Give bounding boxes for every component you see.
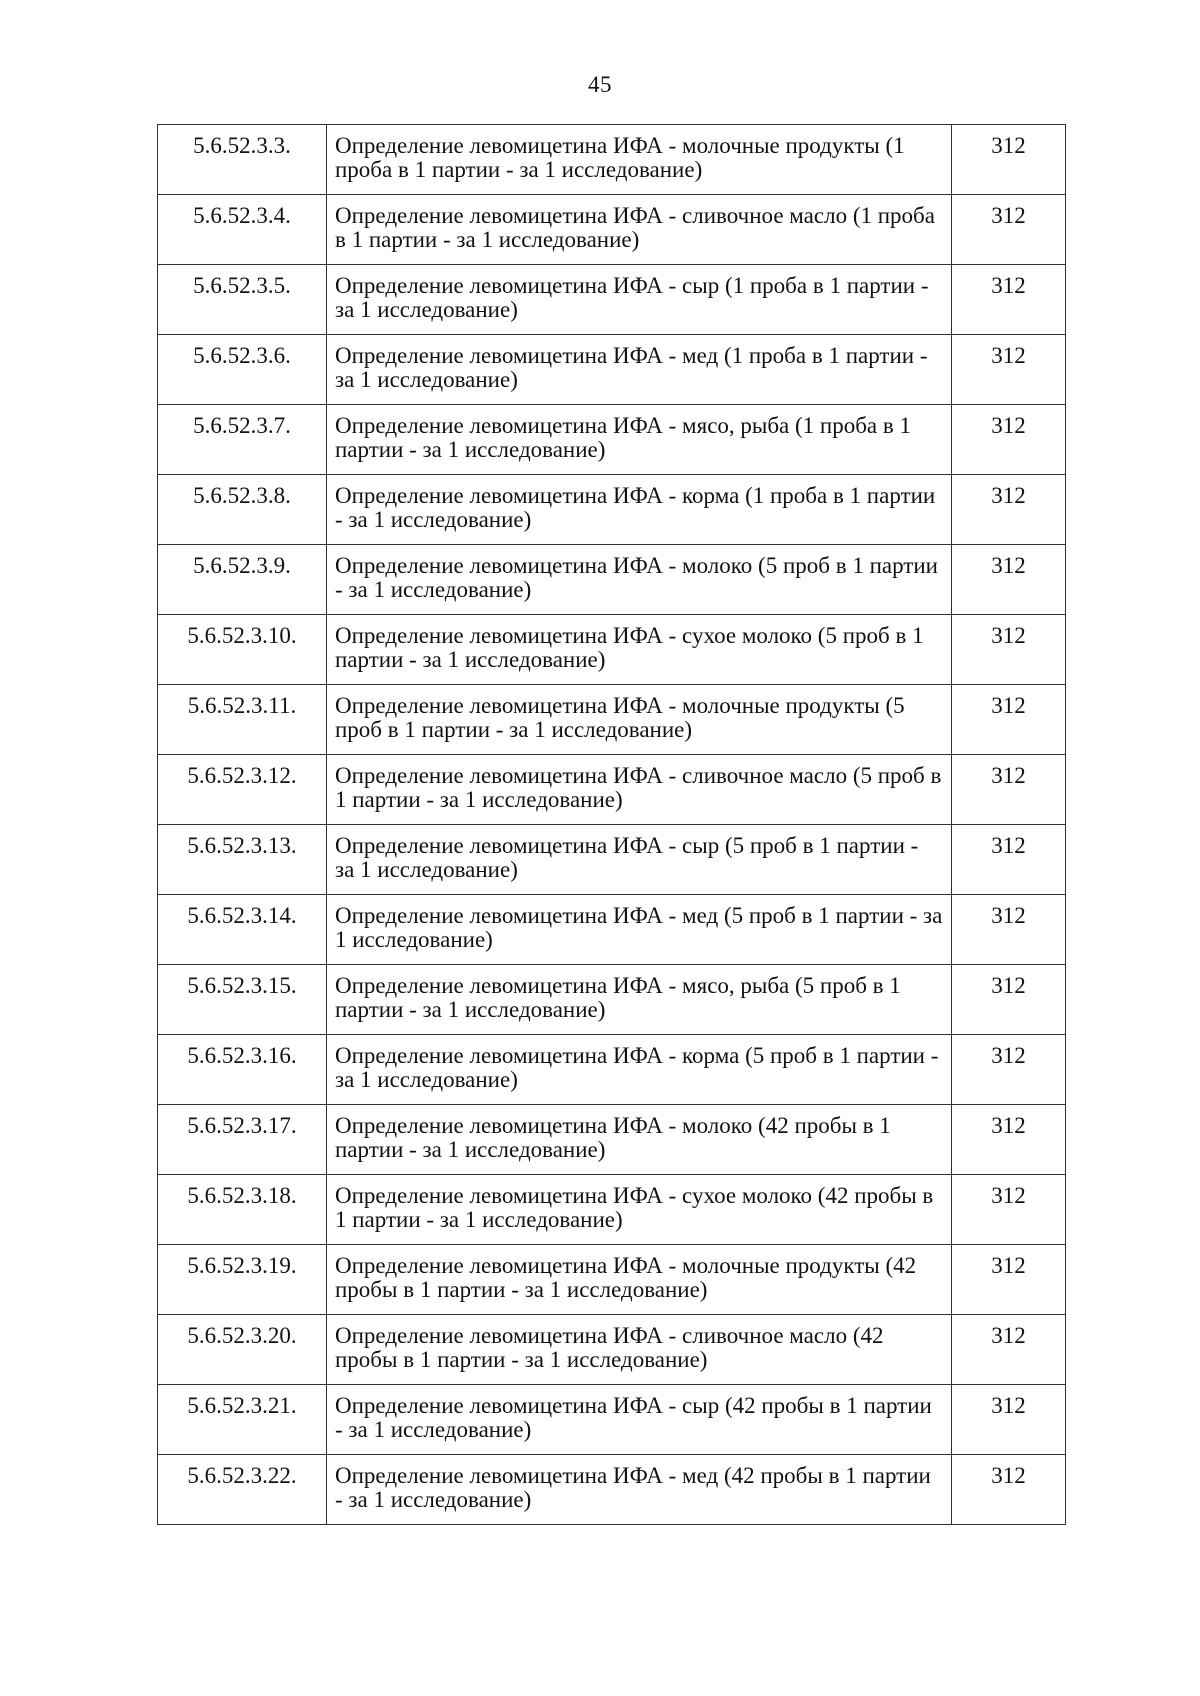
service-code-cell: 5.6.52.3.12. (158, 755, 327, 825)
service-description-cell: Определение левомицетина ИФА - мед (5 проб в 1 партии - за 1 исследование) (327, 895, 952, 965)
table-row (158, 825, 1066, 895)
service-price-cell: 312 (952, 1035, 1066, 1105)
service-description-cell: Определение левомицетина ИФА - молоко (42 пробы в 1 партии - за 1 исследование) (327, 1105, 952, 1175)
service-price-cell: 312 (952, 825, 1066, 895)
table-row (158, 1105, 1066, 1175)
service-code-cell: 5.6.52.3.15. (158, 965, 327, 1035)
service-description-cell: Определение левомицетина ИФА - корма (5 проб в 1 партии - за 1 исследование) (327, 1035, 952, 1105)
service-description-cell: Определение левомицетина ИФА - молоко (5 проб в 1 партии - за 1 исследование) (327, 545, 952, 615)
table-row (158, 1035, 1066, 1105)
service-price-cell: 312 (952, 125, 1066, 195)
service-code-cell: 5.6.52.3.10. (158, 615, 327, 685)
service-code-cell: 5.6.52.3.5. (158, 265, 327, 335)
service-price-cell: 312 (952, 265, 1066, 335)
table-row (158, 895, 1066, 965)
service-price-cell: 312 (952, 1385, 1066, 1455)
service-code-cell: 5.6.52.3.16. (158, 1035, 327, 1105)
service-description-cell: Определение левомицетина ИФА - сыр (1 проба в 1 партии - за 1 исследование) (327, 265, 952, 335)
table-row (158, 965, 1066, 1035)
price-table-body (158, 125, 1066, 1525)
service-description-cell: Определение левомицетина ИФА - мед (42 пробы в 1 партии - за 1 исследование) (327, 1455, 952, 1525)
table-row (158, 1315, 1066, 1385)
table-row (158, 1385, 1066, 1455)
service-price-cell: 312 (952, 195, 1066, 265)
service-description-cell: Определение левомицетина ИФА - сухое молоко (42 пробы в 1 партии - за 1 исследование) (327, 1175, 952, 1245)
service-description-cell: Определение левомицетина ИФА - сухое молоко (5 проб в 1 партии - за 1 исследование) (327, 615, 952, 685)
table-row (158, 195, 1066, 265)
service-code-cell: 5.6.52.3.20. (158, 1315, 327, 1385)
service-description-cell: Определение левомицетина ИФА - сливочное масло (42 пробы в 1 партии - за 1 исследование) (327, 1315, 952, 1385)
service-price-cell: 312 (952, 755, 1066, 825)
service-code-cell: 5.6.52.3.21. (158, 1385, 327, 1455)
service-description-cell: Определение левомицетина ИФА - сыр (5 проб в 1 партии - за 1 исследование) (327, 825, 952, 895)
table-row (158, 1175, 1066, 1245)
service-price-cell: 312 (952, 965, 1066, 1035)
service-description-cell: Определение левомицетина ИФА - мед (1 проба в 1 партии - за 1 исследование) (327, 335, 952, 405)
service-description-cell: Определение левомицетина ИФА - мясо, рыба (5 проб в 1 партии - за 1 исследование) (327, 965, 952, 1035)
service-price-cell: 312 (952, 1245, 1066, 1315)
service-price-cell: 312 (952, 685, 1066, 755)
service-price-cell: 312 (952, 335, 1066, 405)
service-description-cell: Определение левомицетина ИФА - молочные продукты (5 проб в 1 партии - за 1 исследование) (327, 685, 952, 755)
service-price-cell: 312 (952, 545, 1066, 615)
table-row (158, 755, 1066, 825)
service-price-cell: 312 (952, 895, 1066, 965)
table-row (158, 615, 1066, 685)
price-table (157, 124, 1066, 1525)
service-code-cell: 5.6.52.3.9. (158, 545, 327, 615)
service-price-cell: 312 (952, 405, 1066, 475)
service-description-cell: Определение левомицетина ИФА - корма (1 проба в 1 партии - за 1 исследование) (327, 475, 952, 545)
service-code-cell: 5.6.52.3.8. (158, 475, 327, 545)
service-price-cell: 312 (952, 1455, 1066, 1525)
table-row (158, 1245, 1066, 1315)
table-row (158, 545, 1066, 615)
page-number: 45 (588, 72, 612, 97)
service-price-cell: 312 (952, 615, 1066, 685)
service-code-cell: 5.6.52.3.4. (158, 195, 327, 265)
service-price-cell: 312 (952, 1315, 1066, 1385)
service-code-cell: 5.6.52.3.7. (158, 405, 327, 475)
table-row (158, 405, 1066, 475)
service-description-cell: Определение левомицетина ИФА - сыр (42 пробы в 1 партии - за 1 исследование) (327, 1385, 952, 1455)
service-code-cell: 5.6.52.3.14. (158, 895, 327, 965)
service-description-cell: Определение левомицетина ИФА - сливочное масло (1 проба в 1 партии - за 1 исследование) (327, 195, 952, 265)
service-code-cell: 5.6.52.3.11. (158, 685, 327, 755)
table-row (158, 265, 1066, 335)
table-row (158, 335, 1066, 405)
table-row (158, 475, 1066, 545)
service-code-cell: 5.6.52.3.22. (158, 1455, 327, 1525)
table-row (158, 685, 1066, 755)
service-code-cell: 5.6.52.3.17. (158, 1105, 327, 1175)
service-price-cell: 312 (952, 475, 1066, 545)
service-code-cell: 5.6.52.3.3. (158, 125, 327, 195)
service-code-cell: 5.6.52.3.18. (158, 1175, 327, 1245)
service-code-cell: 5.6.52.3.19. (158, 1245, 327, 1315)
service-description-cell: Определение левомицетина ИФА - сливочное масло (5 проб в 1 партии - за 1 исследование) (327, 755, 952, 825)
service-description-cell: Определение левомицетина ИФА - молочные продукты (42 пробы в 1 партии - за 1 исследование) (327, 1245, 952, 1315)
table-row (158, 125, 1066, 195)
service-description-cell: Определение левомицетина ИФА - молочные продукты (1 проба в 1 партии - за 1 исследование) (327, 125, 952, 195)
table-row (158, 1455, 1066, 1525)
service-description-cell: Определение левомицетина ИФА - мясо, рыба (1 проба в 1 партии - за 1 исследование) (327, 405, 952, 475)
service-code-cell: 5.6.52.3.6. (158, 335, 327, 405)
service-price-cell: 312 (952, 1175, 1066, 1245)
service-code-cell: 5.6.52.3.13. (158, 825, 327, 895)
service-price-cell: 312 (952, 1105, 1066, 1175)
